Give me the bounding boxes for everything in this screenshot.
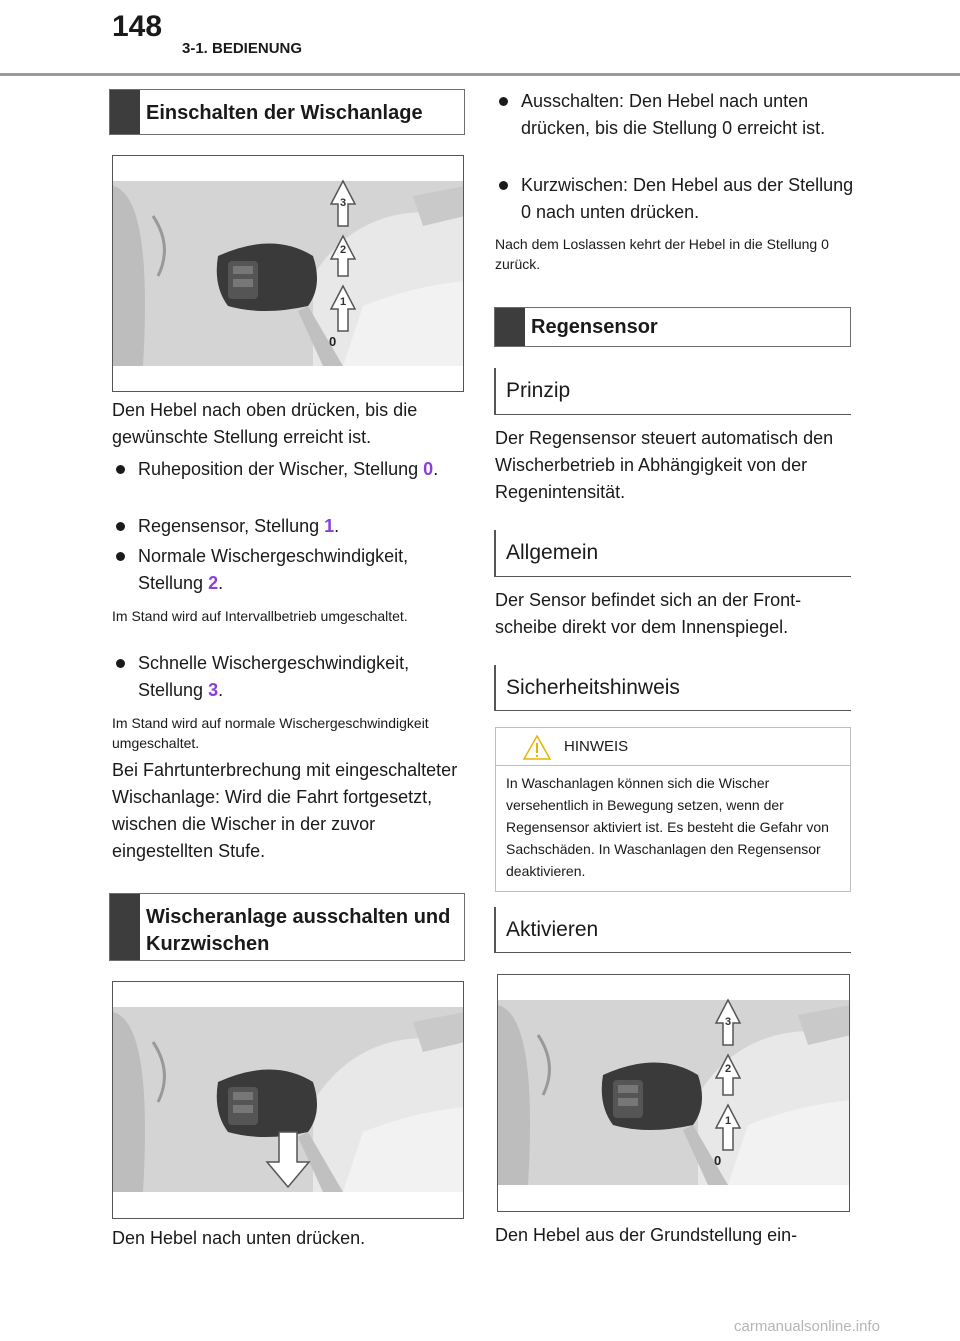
bullet-text: Ausschalten: Den Hebel nach unten drücken, bis die Stellung 0 erreicht ist. (521, 91, 826, 138)
caption-lever-down: Den Hebel nach unten drücken. (112, 1228, 366, 1248)
lever-illustration (498, 975, 850, 1212)
position-label: 1 (725, 1115, 732, 1127)
subheading-prinzip: Prinzip (494, 368, 851, 415)
bullet-text: Kurzwischen: Den Hebel aus der Stellung 0 nach unten drücken. (521, 175, 854, 222)
bullet-item (495, 172, 855, 226)
paragraph-prinzip: Der Regensensor steuert automatisch den Wischerbetrieb in Abhängigkeit von der Regenintensität. (495, 428, 834, 502)
section-title: Regensensor (531, 316, 658, 338)
bullet-item: Schnelle Wischergeschwindigkeit, Stellung 3. (112, 650, 462, 704)
bullet-text: Schnelle Wischergeschwindigkeit, Stellung (138, 653, 410, 700)
chapter-title: 3-1. BEDIENUNG (182, 40, 303, 57)
subheading-aktivieren: Aktivieren (494, 907, 851, 953)
note-text: Nach dem Loslassen kehrt der Hebel in die Stellung 0 zurück. (495, 236, 829, 272)
bullet-item: Ruheposition der Wischer, Stellung 0. (112, 456, 462, 483)
position-number: 1 (324, 516, 335, 536)
bullet-dot (116, 659, 125, 668)
bullet-item: Regensensor, Stellung 1. (112, 513, 462, 540)
warning-box (495, 727, 851, 892)
section-bar (110, 894, 140, 960)
bullet-text: Normale Wischergeschwindigkeit, Stellung (138, 546, 409, 593)
paragraph-allgemein: Der Sensor befindet sich an der Frontscheibe direkt vor dem Innenspiegel. (495, 590, 802, 637)
bullet-dot (116, 552, 125, 561)
watermark-text: carmanualsonline.info (734, 1318, 880, 1335)
section-heading-regensensor (494, 307, 851, 347)
position-label: 2 (340, 244, 347, 256)
figure-lever-down (112, 981, 464, 1219)
bullet-dot (499, 181, 508, 190)
warning-text: In Waschanlagen können sich die Wischer versehentlich in Bewegung setzen, wenn der Regensensor aktiviert ist. Es besteht die Gefahr von Sachschäden. In Waschanlagen den Regensensor deaktivieren. (506, 775, 829, 879)
position-label: 3 (725, 1016, 732, 1028)
page-number: 148 (112, 10, 163, 43)
position-number: 3 (208, 680, 219, 700)
paragraph-lever-up: Den Hebel nach oben drücken, bis die gewünschte Stellung erreicht ist. (112, 400, 418, 447)
caption-activate: Den Hebel aus der Grundstellung ein- (495, 1225, 798, 1245)
section-title: Einschalten der Wischanlage (146, 102, 423, 124)
subheading-sicherheitshinweis: Sicherheitshinweis (494, 665, 851, 711)
figure-lever-up (112, 155, 464, 392)
warning-triangle-icon (522, 734, 552, 761)
warning-label: HINWEIS (564, 738, 629, 755)
lever-illustration (113, 982, 464, 1219)
position-label: 0 (329, 334, 337, 349)
bullet-dot (116, 522, 125, 531)
section-bar (110, 90, 140, 134)
bullet-item: Normale Wischergeschwindigkeit, Stellung 2. (112, 543, 462, 597)
lever-illustration (113, 156, 464, 392)
position-label: 2 (725, 1063, 732, 1075)
note-text: Im Stand wird auf normale Wischergeschwindigkeit umgeschaltet. (112, 715, 429, 751)
position-label: 1 (340, 296, 347, 308)
section-bar (495, 308, 525, 346)
bullet-dot (116, 465, 125, 474)
position-number: 2 (208, 573, 219, 593)
position-number: 0 (423, 459, 434, 479)
position-label: 0 (714, 1153, 722, 1168)
section-heading-ausschalten (109, 893, 465, 961)
figure-activate (497, 974, 850, 1212)
page-header (0, 0, 960, 78)
subheading-allgemein: Allgemein (494, 530, 851, 577)
section-heading-einschalten (109, 89, 465, 135)
section-title: Wischeranlage ausschalten und Kurzwischen (146, 906, 451, 955)
bullet-dot (499, 97, 508, 106)
bullet-text: Ruheposition der Wischer, Stellung (138, 459, 419, 479)
bullet-item (495, 88, 855, 142)
position-label: 3 (340, 197, 347, 209)
paragraph-interruption: Bei Fahrtunterbrechung mit eingeschalteter Wischanlage: Wird die Fahrt fortgesetzt, wischen die Wischer in der zuvor eingestellten Stufe. (112, 760, 458, 861)
warning-header (496, 728, 850, 766)
header-divider (0, 73, 960, 76)
bullet-text: Regensensor, Stellung (138, 516, 320, 536)
note-text: Im Stand wird auf Intervallbetrieb umgeschaltet. (112, 608, 408, 624)
